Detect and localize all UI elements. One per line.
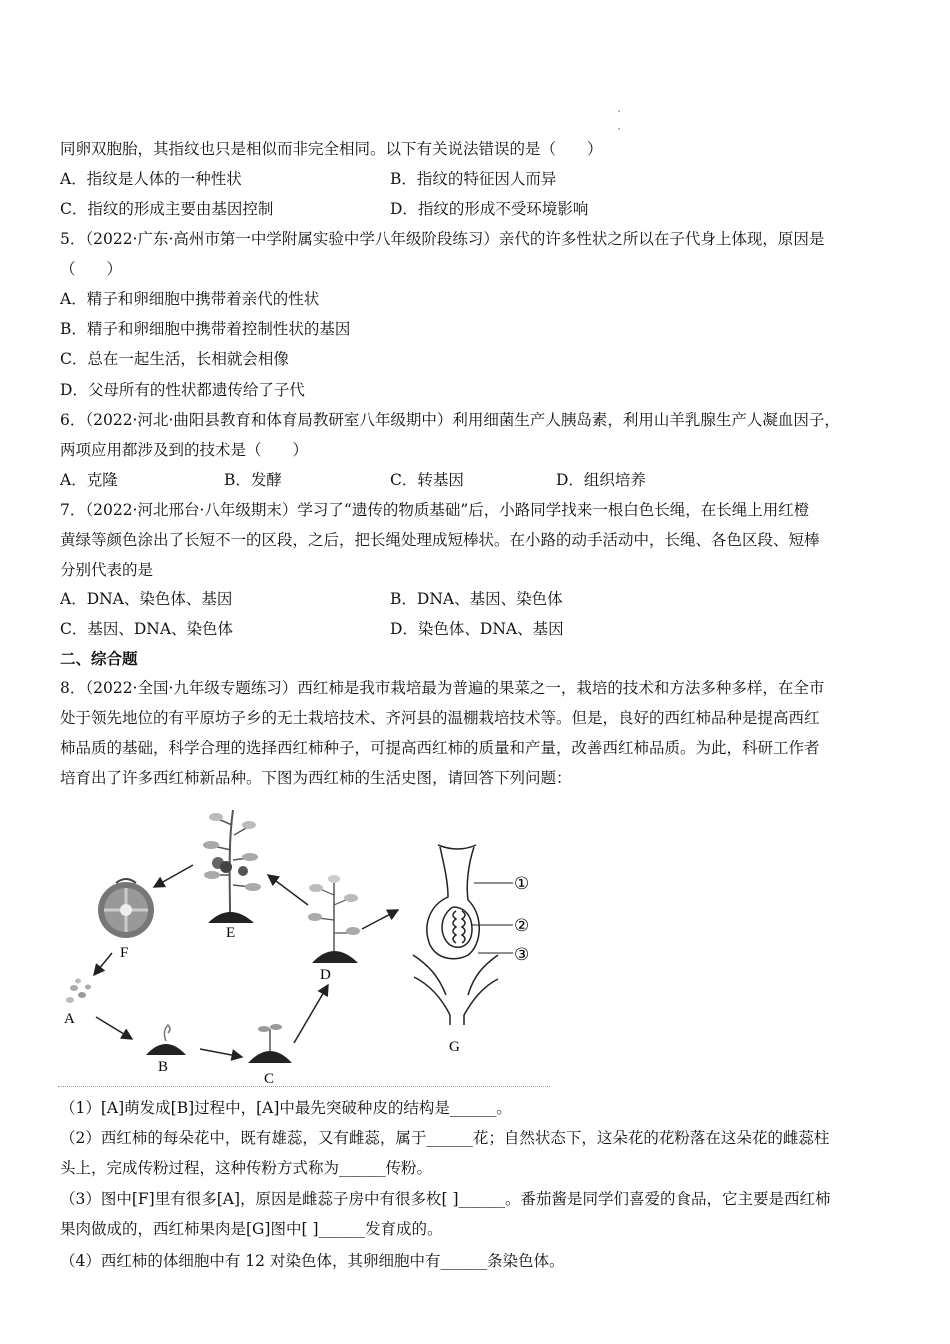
q8-stem-continued: 处于领先地位的有平原坊子乡的无土栽培技术、齐河县的温棚栽培技术等。但是，良好的西红柿品种是提高西红: [60, 709, 820, 727]
q8-stem-continued-2: 柿品质的基础，科学合理的选择西红柿种子，可提高西红柿的质量和产量，改善西红柿品质。为此，科研工作者: [60, 739, 820, 757]
arrow-f-to-a: [94, 953, 112, 975]
tomato-fruit-f-illustration: [98, 879, 154, 938]
label-a: A: [64, 1011, 75, 1027]
q6-option-a: A．克隆: [60, 471, 118, 489]
q7-option-d: D．染色体、DNA、基因: [390, 620, 564, 638]
scan-mark: [618, 110, 620, 112]
flower-g-illustration: [413, 845, 498, 1025]
q5-option-d: D．父母所有的性状都遗传给了子代: [60, 381, 305, 399]
arrow-c-to-d: [294, 985, 328, 1043]
label-e: E: [226, 925, 236, 941]
label-circle-2: ②: [514, 916, 530, 935]
q6-option-c: C．转基因: [390, 471, 464, 489]
q8-subquestion-4: （4）西红柿的体细胞中有 12 对染色体，其卵细胞中有______条染色体。: [60, 1252, 565, 1270]
label-circle-3: ③: [514, 945, 530, 964]
figure-divider: [58, 1086, 550, 1087]
arrow-d-to-g: [362, 910, 398, 929]
plant-e-illustration: [203, 810, 261, 923]
q5-option-b: B．精子和卵细胞中携带着控制性状的基因: [60, 320, 351, 338]
q7-stem: 7．（2022·河北邢台·八年级期末）学习了“遗传的物质基础”后，小路同学找来一根白色长绳，在长绳上用红橙: [60, 501, 810, 519]
q7-option-a: A．DNA、染色体、基因: [60, 590, 233, 608]
q6-stem: 6．（2022·河北·曲阳县教育和体育局教研室八年级期中）利用细菌生产人胰岛素，利用山羊乳腺生产人凝血因子，: [60, 411, 840, 429]
q8-stem: 8．（2022·全国·九年级专题练习）西红柿是我市栽培最为普遍的果菜之一，栽培的技术和方法多种多样，在全市: [60, 679, 825, 697]
arrow-b-to-c: [200, 1049, 242, 1057]
q8-subquestion-1: （1）[A]萌发成[B]过程中，[A]中最先突破种皮的结构是______。: [60, 1099, 512, 1117]
q4-option-b: B．指纹的特征因人而异: [390, 170, 557, 188]
tomato-life-cycle-figure: [58, 805, 548, 1085]
q5-option-c: C．总在一起生活，长相就会相像: [60, 350, 289, 368]
q5-option-a: A．精子和卵细胞中携带着亲代的性状: [60, 290, 320, 308]
label-c: C: [264, 1071, 275, 1085]
q7-option-c: C．基因、DNA、染色体: [60, 620, 234, 638]
q8-stem-continued-3: 培育出了许多西红柿新品种。下图为西红柿的生活史图，请回答下列问题：: [60, 769, 572, 787]
q6-stem-continued: 两项应用都涉及到的技术是（ ）: [60, 441, 309, 459]
seedling-c-illustration: [248, 1024, 292, 1063]
label-b: B: [158, 1059, 169, 1075]
seeds-a-illustration: [66, 979, 91, 1004]
section-heading: 二、综合题: [60, 649, 138, 668]
label-f: F: [120, 945, 129, 961]
plant-d-illustration: [308, 875, 360, 963]
q7-stem-continued-2: 分别代表的是: [60, 561, 154, 579]
q4-option-a: A．指纹是人体的一种性状: [60, 170, 242, 188]
q8-subquestion-2-continued: 头上，完成传粉过程，这种传粉方式称为______传粉。: [60, 1159, 433, 1177]
question-4-stem-fragment: 同卵双胞胎，其指纹也只是相似而非完全相同。以下有关说法错误的是（ ）: [60, 140, 603, 158]
arrow-d-to-e: [268, 875, 308, 905]
q5-stem-continued: （ ）: [60, 260, 123, 278]
label-circle-1: ①: [514, 874, 530, 893]
label-g: G: [449, 1039, 460, 1055]
q7-option-b: B．DNA、基因、染色体: [390, 590, 563, 608]
q5-stem: 5．（2022·广东·高州市第一中学附属实验中学八年级阶段练习）亲代的许多性状之所以在子代身上体现，原因是: [60, 230, 825, 248]
label-d: D: [320, 967, 331, 983]
q8-subquestion-2: （2）西红柿的每朵花中，既有雄蕊，又有雌蕊，属于______花；自然状态下，这朵花的花粉落在这朵花的雌蕊柱: [60, 1129, 830, 1147]
q7-stem-continued: 黄绿等颜色涂出了长短不一的区段，之后，把长绳处理成短棒状。在小路的动手活动中，长绳、各色区段、短棒: [60, 531, 820, 549]
arrow-a-to-b: [96, 1017, 132, 1039]
q8-subquestion-3-continued: 果肉做成的，西红柿果肉是[G]图中[ ]______发育成的。: [60, 1220, 443, 1238]
q4-option-d: D．指纹的形成不受环境影响: [390, 200, 589, 218]
q4-option-c: C．指纹的形成主要由基因控制: [60, 200, 274, 218]
scan-mark: [618, 128, 620, 130]
q6-option-d: D．组织培养: [556, 471, 646, 489]
seedling-b-illustration: [146, 1025, 186, 1055]
q8-subquestion-3: （3）图中[F]里有很多[A]，原因是雌蕊子房中有很多枚[ ]______。番茄酱是同学们喜爱的食品，它主要是西红柿: [60, 1190, 831, 1208]
arrow-e-to-f: [154, 865, 193, 887]
q6-option-b: B．发酵: [224, 471, 282, 489]
